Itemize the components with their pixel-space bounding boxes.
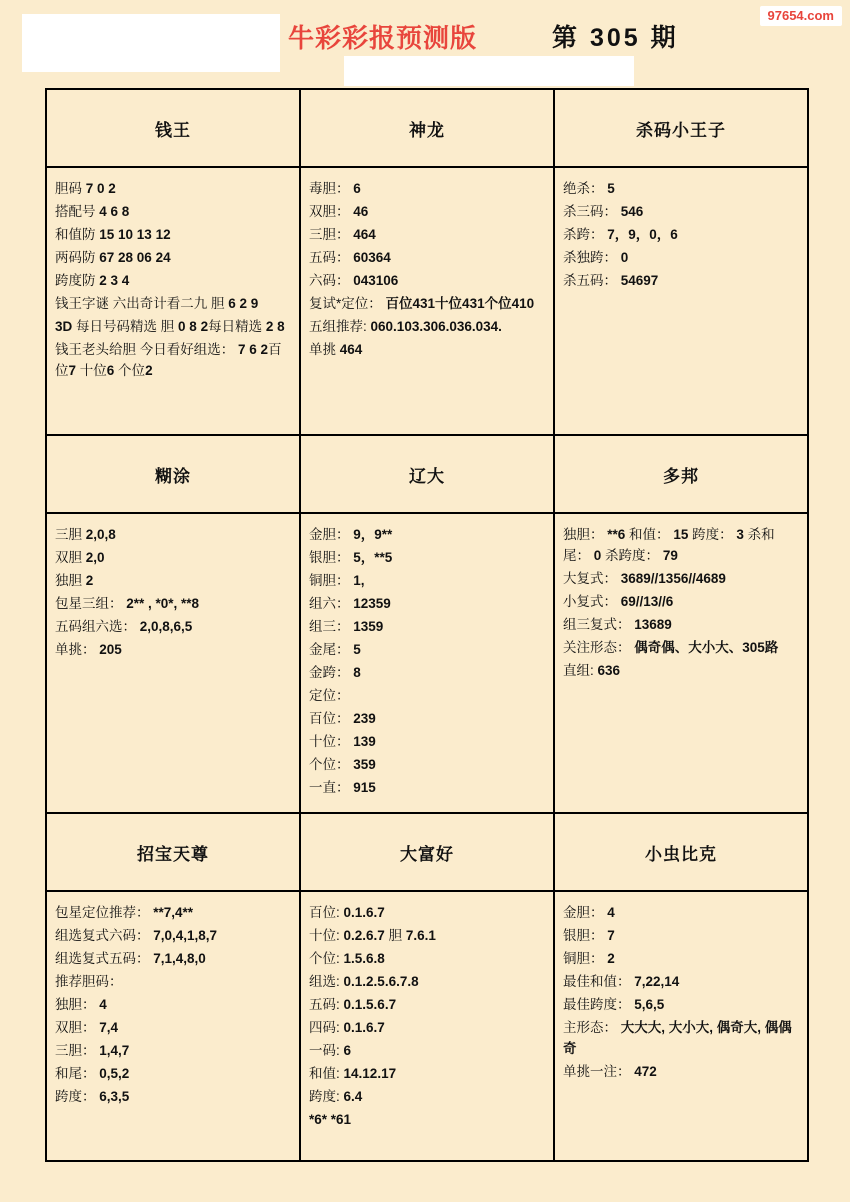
field-label: 最佳和值： (563, 974, 631, 989)
field-value: 4 (607, 905, 615, 920)
field-value: 69//13//6 (620, 594, 674, 609)
field-value: 6.4 (343, 1089, 363, 1104)
field-label: 复试*定位： (309, 296, 382, 311)
field-label: 每日精选 (208, 319, 263, 334)
forecast-grid (45, 88, 809, 1162)
field-value: 1, (353, 573, 365, 588)
section-body-liaoda (301, 514, 555, 812)
field-value: 3689//1356//4689 (620, 571, 726, 586)
field-label: 单挑： (55, 642, 96, 657)
field-label: 百位： (309, 711, 350, 726)
field-value: 7,0,4,1,8,7 (153, 928, 218, 943)
field-value: 0 8 2 (178, 319, 209, 334)
field-label: 包星三组： (55, 596, 123, 611)
field-label: 独胆： (55, 997, 96, 1012)
field-label: 百位: (309, 905, 340, 920)
field-value: 60364 (353, 250, 391, 265)
field-label: 杀跨： (563, 227, 604, 242)
section-title-liaoda: 辽大 (301, 436, 555, 512)
section-title-shenlong: 神龙 (301, 90, 555, 166)
issue-number: 第 305 期 (552, 24, 679, 52)
watermark-badge: 97654.com (760, 6, 843, 26)
field-label: 一直： (309, 780, 350, 795)
field-label: 金胆： (563, 905, 604, 920)
field-label: 铜胆： (309, 573, 350, 588)
field-label: 银胆： (563, 928, 604, 943)
field-label: 五码组六选： (55, 619, 136, 634)
field-value: 2** , *0*, **8 (126, 596, 200, 611)
field-label: 杀独跨： (563, 250, 617, 265)
section-body-duobang (555, 514, 807, 812)
field-value: 大大大, 大小大, 偶奇大, 偶偶奇 (563, 1020, 792, 1056)
field-value: 0 (593, 548, 602, 563)
field-label: 跨度： (55, 1089, 96, 1104)
field-label: 五码： (309, 250, 350, 265)
field-value: **6 (607, 527, 626, 542)
field-label: 杀跨度： (601, 548, 660, 563)
field-label: 三胆： (55, 1043, 96, 1058)
band-header-row (47, 90, 807, 166)
field-label: 百位 (55, 342, 282, 378)
field-value: 2 8 (265, 319, 285, 334)
field-label: 推荐胆码： (55, 974, 123, 989)
field-value: 1,4,7 (99, 1043, 130, 1058)
field-value: 0,5,2 (99, 1066, 130, 1081)
field-label: 金胆： (309, 527, 350, 542)
field-label: 最佳跨度： (563, 997, 631, 1012)
field-label: 组选: (309, 974, 340, 989)
field-label: 单挑一注： (563, 1064, 631, 1079)
field-label: 十位: (309, 928, 340, 943)
field-label: 铜胆： (563, 951, 604, 966)
field-value: 464 (339, 342, 363, 357)
field-value: 0.1.6.7 (343, 905, 385, 920)
section-body-shenlong (301, 168, 555, 434)
field-label: 钱王字谜 六出奇计看二九 胆 (55, 296, 225, 311)
field-label: 胆 (384, 928, 403, 943)
field-value: 6,3,5 (99, 1089, 130, 1104)
field-label: 个位: (309, 951, 340, 966)
field-label: 搭配号 (55, 204, 96, 219)
field-label: 六码： (309, 273, 350, 288)
field-value: 15 (673, 527, 689, 542)
field-label: 定位： (309, 688, 350, 703)
field-value: 2,0,8,6,5 (139, 619, 193, 634)
section-body-dafuhao (301, 892, 555, 1160)
band-header-row (47, 814, 807, 890)
field-value: 偶奇偶、大小大、305路 (634, 640, 779, 655)
field-label: 跨度： (688, 527, 733, 542)
page-title: 牛彩彩报预测版 (288, 23, 478, 53)
field-label: 独胆： (563, 527, 604, 542)
field-label: 包星定位推荐： (55, 905, 150, 920)
field-value: 7,1,4,8,0 (153, 951, 206, 966)
field-label: 和值： (625, 527, 670, 542)
section-body-qianwang (47, 168, 301, 434)
header-white-block-middle (344, 56, 634, 86)
field-label: 三胆 (55, 527, 82, 542)
forecast-band (47, 814, 807, 1160)
field-label: 每日号码精选 胆 (72, 319, 175, 334)
field-label: 组六： (309, 596, 350, 611)
field-value: 5 (607, 181, 615, 196)
field-value: 2,0,8 (85, 527, 116, 542)
field-value: **7,4** (153, 905, 194, 920)
field-value: 7，9，0，6 (607, 227, 678, 242)
field-value: 0 (620, 250, 629, 265)
field-value: 239 (353, 711, 376, 726)
field-value: 2 3 4 (99, 273, 130, 288)
field-label: 组三复式： (563, 617, 631, 632)
field-label: 四码: (309, 1020, 340, 1035)
forecast-band (47, 90, 807, 436)
field-label: 五码: (309, 997, 340, 1012)
field-label: 小复式： (563, 594, 617, 609)
field-value: 2,0 (85, 550, 105, 565)
field-label: 绝杀： (563, 181, 604, 196)
section-body-shamaxiaowangzi (555, 168, 807, 434)
field-value: 2 (145, 363, 153, 378)
field-label: 单挑 (309, 342, 336, 357)
field-value: 8 (353, 665, 361, 680)
field-label: 杀五码： (563, 273, 617, 288)
field-value: 9，9** (353, 527, 393, 542)
field-label: 直组: (563, 663, 594, 678)
field-value: 0.1.2.5.6.7.8 (343, 974, 419, 989)
field-value: 060.103.306.036.034. (370, 319, 502, 334)
field-value: 6 (106, 363, 115, 378)
field-label: 金跨： (309, 665, 350, 680)
header-white-block-left (22, 14, 280, 72)
field-label: 杀和尾： (563, 527, 775, 563)
field-label: 胆码 (55, 181, 82, 196)
section-title-shamaxiaowangzi: 杀码小王子 (636, 120, 726, 140)
field-value: 7,4 (99, 1020, 119, 1035)
field-value: 7,22,14 (634, 974, 680, 989)
field-label: 独胆 (55, 573, 82, 588)
field-label: 主形态： (563, 1020, 617, 1035)
field-label: 十位： (309, 734, 350, 749)
field-value: 7 0 2 (85, 181, 116, 196)
field-value: 043106 (353, 273, 399, 288)
field-value: 13689 (634, 617, 672, 632)
field-label: 十位 (76, 363, 107, 378)
field-label: 跨度防 (55, 273, 96, 288)
field-value: 0.2.6.7 (343, 928, 385, 943)
field-label: 一码: (309, 1043, 340, 1058)
field-value: 12359 (353, 596, 391, 611)
field-label: 银胆： (309, 550, 350, 565)
field-value: 79 (662, 548, 678, 563)
field-label: 双胆： (309, 204, 350, 219)
field-value: 359 (353, 757, 376, 772)
page-header (0, 0, 850, 84)
forecast-band (47, 436, 807, 814)
field-label: 毒胆： (309, 181, 350, 196)
band-body-row (47, 512, 807, 812)
field-label: 大复式： (563, 571, 617, 586)
field-label: 和值防 (55, 227, 96, 242)
field-value: 5 (353, 642, 361, 657)
field-label: 组三： (309, 619, 350, 634)
band-header-row (47, 436, 807, 512)
field-value: 636 (597, 663, 621, 678)
field-label: 钱王老头给胆 今日看好组选： (55, 342, 235, 357)
field-label: 双胆 (55, 550, 82, 565)
field-label: 和值: (309, 1066, 340, 1081)
band-body-row (47, 166, 807, 434)
field-value: 4 6 8 (99, 204, 130, 219)
field-value: 0.1.5.6.7 (343, 997, 397, 1012)
field-value: 54697 (620, 273, 659, 288)
field-label: 个位： (309, 757, 350, 772)
section-body-zhaobaotianzun (47, 892, 301, 1160)
field-label: 个位 (114, 363, 146, 378)
field-label: 关注形态： (563, 640, 631, 655)
field-label: 组选复式五码： (55, 951, 150, 966)
field-value: 546 (620, 204, 644, 219)
field-value: 1359 (353, 619, 384, 634)
section-body-xiaochongbike (555, 892, 807, 1160)
section-title-qianwang: 钱王 (47, 90, 301, 166)
field-value: 6 2 9 (228, 296, 259, 311)
field-label: 和尾： (55, 1066, 96, 1081)
field-value: 百位431十位431个位410 (385, 296, 535, 311)
section-title-hutu: 糊涂 (47, 436, 301, 512)
field-value: 139 (353, 734, 376, 749)
field-value: 1.5.6.8 (343, 951, 385, 966)
field-value: 472 (634, 1064, 657, 1079)
field-value: 5,6,5 (634, 997, 665, 1012)
field-label: 金尾： (309, 642, 350, 657)
field-value: 7.6.1 (405, 928, 436, 943)
field-label: 组选复式六码： (55, 928, 150, 943)
field-value: 7 6 2 (238, 342, 269, 357)
field-value: 6 (353, 181, 361, 196)
field-value: 3 (736, 527, 744, 542)
section-title-duobang: 多邦 (663, 466, 699, 486)
field-label: 两码防 (55, 250, 96, 265)
field-value: 46 (353, 204, 369, 219)
section-body-hutu (47, 514, 301, 812)
field-value: 7 (607, 928, 615, 943)
field-label: 杀三码： (563, 204, 617, 219)
section-title-dafuhao: 大富好 (301, 814, 555, 890)
field-value: 2 (85, 573, 94, 588)
field-value: 2 (607, 951, 615, 966)
field-value: 6 (343, 1043, 352, 1058)
band-body-row (47, 890, 807, 1160)
field-value: 464 (353, 227, 376, 242)
field-value: 915 (353, 780, 376, 795)
field-value: 5，**5 (353, 550, 393, 565)
field-label: 双胆： (55, 1020, 96, 1035)
field-value: 205 (99, 642, 122, 657)
field-value: 0.1.6.7 (343, 1020, 385, 1035)
field-value: 4 (99, 997, 107, 1012)
field-label: 五组推荐: (309, 319, 367, 334)
field-value: *6* *61 (309, 1112, 352, 1127)
section-title-zhaobaotianzun: 招宝天尊 (47, 814, 301, 890)
field-label: 跨度: (309, 1089, 340, 1104)
field-value: 14.12.17 (343, 1066, 397, 1081)
field-label: 三胆： (309, 227, 350, 242)
field-value: 15 10 13 12 (99, 227, 171, 242)
section-title-xiaochongbike: 小虫比克 (645, 844, 717, 864)
field-value: 3D (55, 319, 73, 334)
field-value: 67 28 06 24 (99, 250, 171, 265)
field-value: 7 (68, 363, 77, 378)
